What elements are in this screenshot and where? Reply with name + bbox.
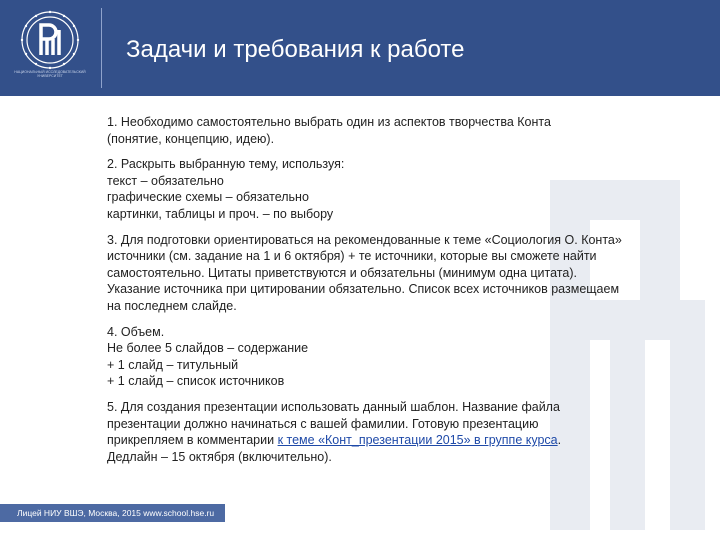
- task-5-line-2: презентации должно начинаться с вашей фамилии. Готовую презентацию: [107, 416, 539, 431]
- task-1-line-1: 1. Необходимо самостоятельно выбрать один из аспектов творчества Конта: [107, 115, 551, 129]
- task-2: [107, 156, 687, 222]
- slide-footer: [0, 504, 225, 522]
- task-5-link-prefix: прикрепляем в комментарии: [107, 433, 278, 448]
- task-4-line-3: + 1 слайд – титульный: [107, 357, 239, 372]
- logo-caption: НАЦИОНАЛЬНЫЙ ИССЛЕДОВАТЕЛЬСКИЙ УНИВЕРСИТЕТ: [14, 70, 86, 78]
- task-5-line-4: Дедлайн – 15 октября (включительно).: [107, 449, 332, 464]
- slide-header: [0, 0, 720, 96]
- task-5-line-3: [107, 432, 687, 449]
- task-4-line-2: Не более 5 слайдов – содержание: [107, 341, 309, 356]
- footer-text: Лицей НИУ ВШЭ, Москва, 2015 www.school.hse.ru: [17, 508, 215, 518]
- task-3: [107, 232, 687, 315]
- task-5-link-suffix: .: [557, 433, 562, 448]
- slide-title: Задачи и требования к работе: [126, 36, 465, 63]
- course-group-topic-link[interactable]: к теме «Конт_презентации 2015» в группе курса: [277, 433, 558, 448]
- task-4-line-4: + 1 слайд – список источников: [107, 374, 285, 389]
- task-2-line-1: 2. Раскрыть выбранную тему, используя:: [107, 157, 345, 172]
- task-1-line-2: (понятие, концепцию, идею).: [107, 131, 275, 146]
- task-3-line-1: 3. Для подготовки ориентироваться на рекомендованные к теме «Социология О. Конта»: [107, 232, 622, 247]
- task-5-line-1: 5. Для создания презентации использовать данный шаблон. Название файла: [107, 399, 560, 414]
- task-4: [107, 324, 687, 390]
- task-1: [107, 114, 687, 147]
- task-4-line-1: 4. Объем.: [107, 324, 165, 339]
- task-2-line-4: картинки, таблицы и проч. – по выбору: [107, 206, 334, 221]
- slide-body: [107, 114, 687, 474]
- task-3-line-2: источники (см. задание на 1 и 6 октября) + те источники, которые вы сможете найти: [107, 249, 597, 264]
- header-divider: [101, 8, 102, 88]
- task-3-line-3: самостоятельно. Цитаты приветствуются и обязательны (минимум одна цитата).: [107, 265, 577, 280]
- task-3-line-5: на последнем слайде.: [107, 298, 237, 313]
- task-2-line-2: текст – обязательно: [107, 173, 224, 188]
- task-2-line-3: графические схемы – обязательно: [107, 190, 309, 205]
- task-3-line-4: Указание источника при цитировании обязательно. Список всех источников размещаем: [107, 282, 620, 297]
- task-5: [107, 399, 687, 465]
